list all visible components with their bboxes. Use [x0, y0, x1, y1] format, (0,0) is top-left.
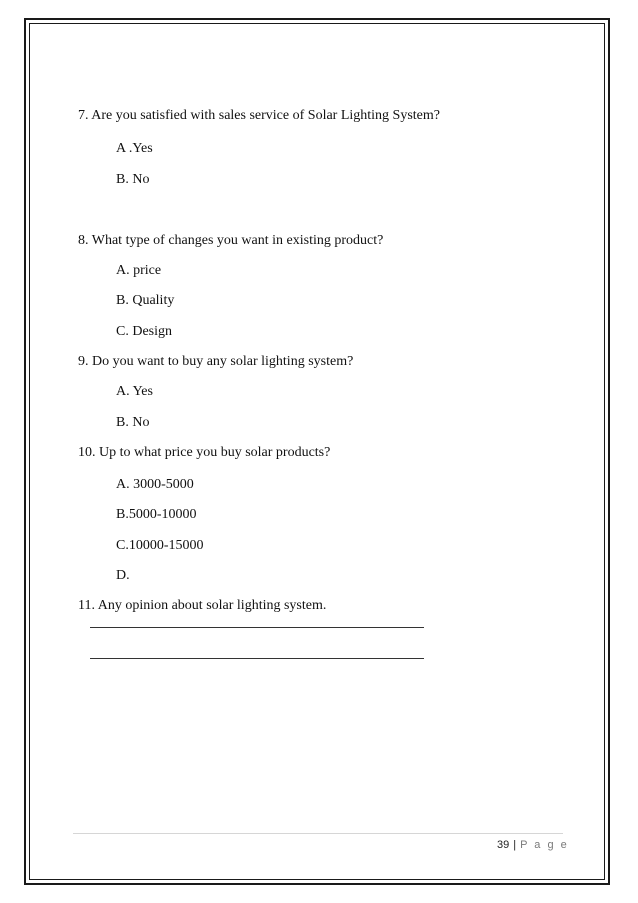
question-9-option-a: A. Yes — [116, 384, 153, 399]
question-10-option-d: D. — [116, 568, 130, 583]
question-9: 9. Do you want to buy any solar lighting system? — [78, 354, 354, 369]
question-7-option-b: B. No — [116, 172, 150, 187]
question-11: 11. Any opinion about solar lighting system. — [78, 598, 327, 613]
question-9-option-b: B. No — [116, 415, 150, 430]
question-8-option-a: A. price — [116, 263, 162, 278]
question-10-option-a: A. 3000-5000 — [116, 477, 194, 492]
footer-rule — [73, 833, 563, 834]
question-10: 10. Up to what price you buy solar products? — [78, 445, 331, 460]
question-10-option-c: C.10000-15000 — [116, 538, 204, 553]
question-8-option-b: B. Quality — [116, 293, 175, 308]
answer-line-2 — [90, 658, 424, 659]
footer-separator: | — [513, 839, 517, 851]
answer-line-1 — [90, 627, 424, 628]
question-8: 8. What type of changes you want in existing product? — [78, 233, 384, 248]
question-7: 7. Are you satisfied with sales service of Solar Lighting System? — [78, 108, 440, 123]
question-7-option-a: A .Yes — [116, 141, 153, 156]
question-8-option-c: C. Design — [116, 324, 172, 339]
page-word: P a g e — [520, 839, 569, 851]
page-footer — [497, 839, 569, 852]
question-10-option-b: B.5000-10000 — [116, 507, 197, 522]
page-number: 39 — [497, 839, 510, 851]
